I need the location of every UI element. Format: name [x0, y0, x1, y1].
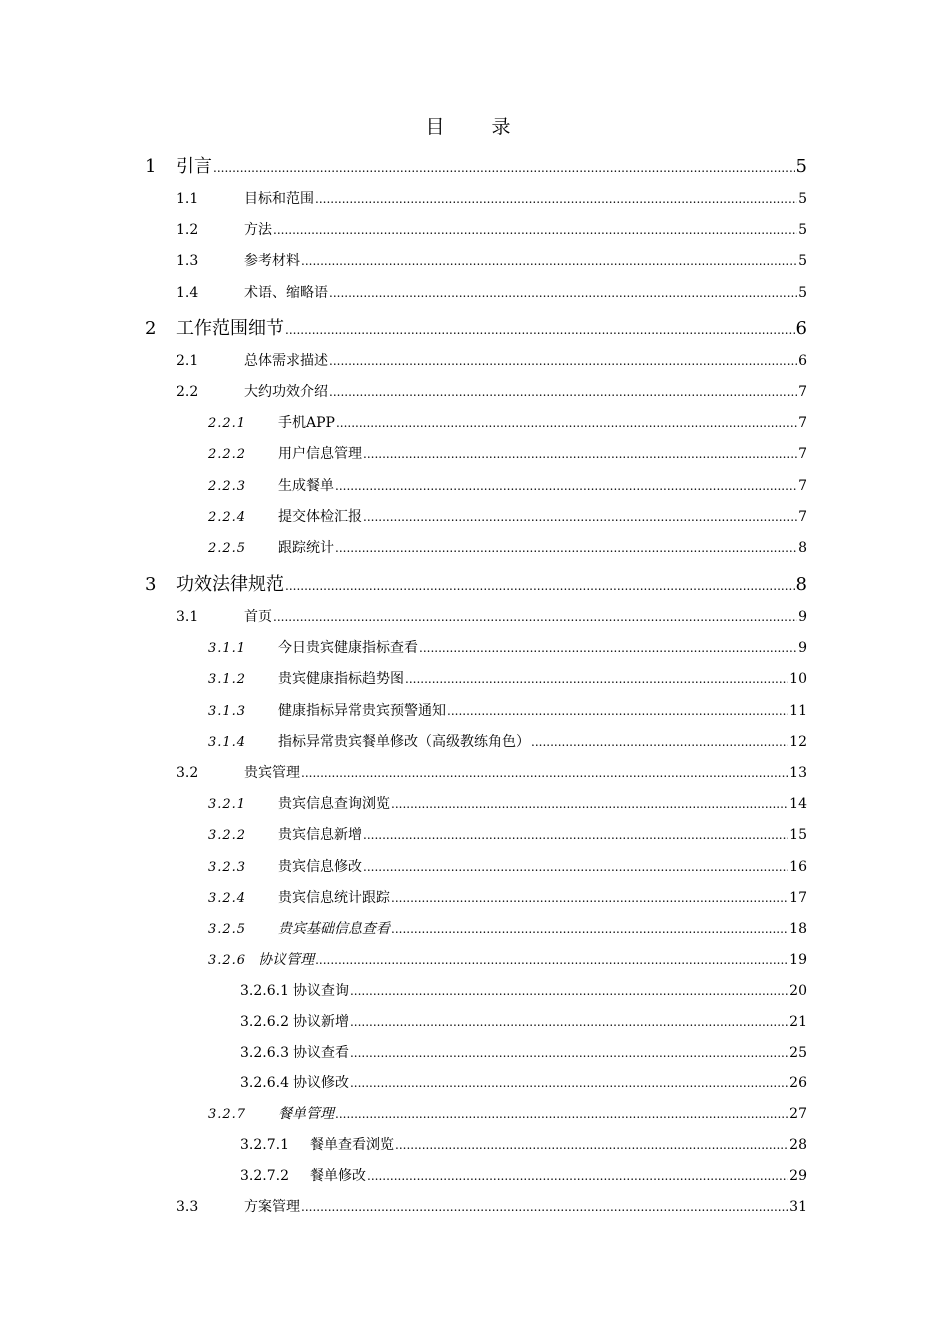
toc-entry[interactable] — [0, 918, 807, 938]
toc-entry[interactable] — [0, 314, 807, 340]
toc-leader-dots — [391, 891, 788, 905]
toc-entry-number: 2.1 — [176, 353, 199, 369]
toc-leader-dots — [336, 416, 797, 430]
toc-entry-title: 贵宾健康指标趋势图 — [278, 671, 404, 687]
toc-entry[interactable] — [0, 506, 807, 526]
toc-entry-number: 3.2.1 — [208, 797, 247, 812]
toc-entry[interactable] — [0, 1072, 807, 1092]
toc-leader-dots — [329, 385, 797, 399]
toc-entry-title: 首页 — [244, 609, 272, 625]
toc-entry-page: 8 — [795, 574, 807, 595]
toc-entry-number: 2.2.1 — [208, 416, 247, 431]
toc-entry[interactable] — [0, 443, 807, 463]
toc-entry-page: 11 — [789, 703, 807, 719]
toc-entry[interactable] — [0, 980, 807, 1000]
toc-entry-number: 3.2 — [176, 765, 199, 781]
toc-entry-number: 3.2.6.2 — [240, 1014, 289, 1030]
toc-leader-dots — [285, 579, 795, 593]
toc-entry-title: 手机APP — [278, 415, 335, 431]
toc-entry-number: 2.2.5 — [208, 541, 247, 556]
toc-entry-title: 方案管理 — [244, 1199, 300, 1215]
toc-leader-dots — [301, 1200, 788, 1214]
toc-entry-number: 1.4 — [176, 285, 199, 301]
toc-entry-page: 5 — [798, 222, 807, 238]
toc-entry[interactable] — [0, 700, 807, 720]
toc-entry-page: 26 — [789, 1075, 807, 1091]
toc-entry-title: 贵宾基础信息查看 — [278, 921, 390, 937]
toc-entry-page: 28 — [789, 1137, 807, 1153]
toc-entry-number: 3.2.3 — [208, 860, 247, 875]
toc-entry-page: 5 — [798, 253, 807, 269]
toc-entry-title: 健康指标异常贵宾预警通知 — [278, 703, 446, 719]
toc-entry-number: 1.3 — [176, 253, 199, 269]
toc-entry[interactable] — [0, 152, 807, 178]
toc-entry-title: 用户信息管理 — [278, 446, 362, 462]
toc-entry-page: 18 — [789, 921, 807, 937]
toc-entry-number: 3.2.5 — [208, 922, 247, 937]
toc-title: 目 录 — [425, 116, 525, 138]
toc-entry-number: 3.2.6.1 — [240, 983, 289, 999]
toc-leader-dots — [350, 1015, 788, 1029]
toc-entry-page: 29 — [789, 1168, 807, 1184]
toc-entry-number: 3.2.2 — [208, 828, 247, 843]
toc-leader-dots — [391, 922, 788, 936]
toc-entry-page: 9 — [798, 640, 807, 656]
toc-entry-page: 7 — [798, 478, 807, 494]
toc-entry[interactable] — [0, 219, 807, 239]
toc-entry-title: 生成餐单 — [278, 478, 334, 494]
toc-entry-title: 贵宾信息统计跟踪 — [278, 890, 390, 906]
toc-entry-page: 5 — [798, 191, 807, 207]
toc-leader-dots — [315, 192, 797, 206]
toc-leader-dots — [329, 354, 797, 368]
toc-leader-dots — [329, 286, 797, 300]
toc-entry[interactable] — [0, 570, 807, 596]
toc-entry[interactable] — [0, 637, 807, 657]
toc-entry-title: 功效法律规范 — [176, 574, 284, 595]
toc-entry-page: 31 — [789, 1199, 807, 1215]
toc-entry-number: 3.3 — [176, 1199, 199, 1215]
toc-entry-number: 3.2.6.3 — [240, 1045, 289, 1061]
toc-entry-page: 7 — [798, 415, 807, 431]
toc-entry-page: 8 — [798, 540, 807, 556]
toc-leader-dots — [363, 510, 797, 524]
toc-entry-number: 3.1.4 — [208, 735, 247, 750]
toc-entry[interactable] — [0, 1165, 807, 1185]
toc-entry-number: 1 — [145, 156, 157, 177]
toc-entry[interactable] — [0, 949, 807, 969]
toc-entry-title: 贵宾管理 — [244, 765, 300, 781]
toc-leader-dots — [285, 323, 795, 337]
toc-entry-page: 20 — [789, 983, 807, 999]
toc-entry-number: 3.1.3 — [208, 704, 247, 719]
toc-entry-page: 5 — [795, 156, 807, 177]
toc-entry-title: 贵宾信息查询浏览 — [278, 796, 390, 812]
toc-entry-page: 7 — [798, 384, 807, 400]
toc-entry-page: 5 — [798, 285, 807, 301]
toc-entry[interactable] — [0, 1011, 807, 1031]
toc-entry-number: 3.1 — [176, 609, 199, 625]
toc-entry[interactable] — [0, 350, 807, 370]
toc-entry[interactable] — [0, 824, 807, 844]
toc-entry[interactable] — [0, 250, 807, 270]
toc-leader-dots — [367, 1169, 788, 1183]
toc-leader-dots — [405, 672, 788, 686]
toc-entry-page: 7 — [798, 509, 807, 525]
toc-entry-title: 指标异常贵宾餐单修改（高级教练角色） — [278, 734, 530, 750]
toc-leader-dots — [301, 766, 788, 780]
toc-entry[interactable] — [0, 475, 807, 495]
toc-entry-page: 13 — [789, 765, 807, 781]
toc-entry-title: 餐单管理 — [278, 1106, 334, 1122]
toc-leader-dots — [335, 541, 797, 555]
toc-leader-dots — [363, 447, 797, 461]
toc-entry[interactable] — [0, 856, 807, 876]
toc-entry-title: 今日贵宾健康指标查看 — [278, 640, 418, 656]
toc-leader-dots — [273, 610, 797, 624]
toc-entry[interactable] — [0, 381, 807, 401]
toc-entry-page: 10 — [789, 671, 807, 687]
toc-entry-number: 3.1.1 — [208, 641, 247, 656]
toc-entry[interactable] — [0, 1134, 807, 1154]
toc-entry-number: 3.2.7.1 — [240, 1137, 289, 1153]
toc-entry-page: 14 — [789, 796, 807, 812]
toc-leader-dots — [335, 1107, 788, 1121]
toc-entry-number: 1.1 — [176, 191, 199, 207]
toc-entry-title: 餐单查看浏览 — [310, 1137, 394, 1153]
toc-entry[interactable] — [0, 188, 807, 208]
toc-entry-title: 餐单修改 — [310, 1168, 366, 1184]
toc-leader-dots — [363, 860, 788, 874]
toc-leader-dots — [395, 1138, 788, 1152]
toc-entry-page: 19 — [789, 952, 807, 968]
toc-entry-title: 协议管理 — [258, 952, 315, 968]
toc-entry-page: 6 — [795, 318, 807, 339]
toc-entry-number: 2.2.4 — [208, 510, 247, 525]
toc-entry[interactable] — [0, 668, 807, 688]
toc-leader-dots — [419, 641, 797, 655]
toc-entry-number: 2 — [145, 318, 157, 339]
toc-entry[interactable] — [0, 887, 807, 907]
toc-leader-dots — [315, 953, 788, 967]
toc-leader-dots — [531, 735, 788, 749]
toc-leader-dots — [350, 984, 788, 998]
toc-entry-number: 3.2.7 — [208, 1107, 247, 1122]
toc-entry-title: 贵宾信息新增 — [278, 827, 362, 843]
toc-entry-title: 跟踪统计 — [278, 540, 334, 556]
toc-leader-dots — [447, 704, 788, 718]
toc-entry-title: 方法 — [244, 222, 272, 238]
toc-entry[interactable] — [0, 1042, 807, 1062]
toc-entry[interactable] — [0, 793, 807, 813]
toc-entry-title: 贵宾信息修改 — [278, 859, 362, 875]
toc-entry-number: 3.2.4 — [208, 891, 247, 906]
toc-entry-title: 大约功效介绍 — [244, 384, 328, 400]
toc-entry-title: 引言 — [176, 156, 212, 177]
toc-leader-dots — [363, 828, 788, 842]
toc-leader-dots — [213, 161, 795, 175]
toc-entry-page: 25 — [789, 1045, 807, 1061]
toc-entry-number: 2.2.2 — [208, 447, 247, 462]
toc-entry-page: 21 — [789, 1014, 807, 1030]
toc-entry-page: 27 — [789, 1106, 807, 1122]
toc-entry-number: 3.2.7.2 — [240, 1168, 289, 1184]
toc-leader-dots — [301, 254, 797, 268]
toc-entry-page: 12 — [789, 734, 807, 750]
toc-entry[interactable] — [0, 731, 807, 751]
toc-entry-title: 协议查看 — [292, 1045, 349, 1061]
toc-entry[interactable] — [0, 1196, 807, 1216]
toc-entry-title: 提交体检汇报 — [278, 509, 362, 525]
toc-entry-number: 3.2.6.4 — [240, 1075, 289, 1091]
toc-entry[interactable] — [0, 282, 807, 302]
toc-entry-number: 3.2.6 — [208, 953, 247, 968]
toc-leader-dots — [350, 1076, 788, 1090]
toc-entry[interactable] — [0, 537, 807, 557]
toc-entry-title: 总体需求描述 — [244, 353, 328, 369]
toc-entry-number: 1.2 — [176, 222, 199, 238]
toc-entry-title: 协议查询 — [292, 983, 349, 999]
toc-entry-number: 3.1.2 — [208, 672, 247, 687]
toc-entry-page: 6 — [798, 353, 807, 369]
toc-entry-title: 协议新增 — [292, 1014, 349, 1030]
toc-entry[interactable] — [0, 412, 807, 432]
toc-leader-dots — [273, 223, 797, 237]
toc-entry-title: 术语、缩略语 — [244, 285, 328, 301]
toc-entry[interactable] — [0, 1103, 807, 1123]
toc-entry-page: 7 — [798, 446, 807, 462]
toc-entry[interactable] — [0, 606, 807, 626]
toc-entry[interactable] — [0, 762, 807, 782]
toc-entry-page: 15 — [789, 827, 807, 843]
toc-entry-title: 参考材料 — [244, 253, 300, 269]
toc-entry-page: 17 — [789, 890, 807, 906]
toc-entry-title: 工作范围细节 — [176, 318, 284, 339]
toc-entry-title: 目标和范围 — [244, 191, 314, 207]
toc-leader-dots — [335, 479, 797, 493]
toc-entry-number: 2.2.3 — [208, 479, 247, 494]
toc-entry-page: 16 — [789, 859, 807, 875]
toc-entry-title: 协议修改 — [292, 1075, 349, 1091]
toc-leader-dots — [391, 797, 788, 811]
toc-leader-dots — [350, 1046, 788, 1060]
toc-entry-number: 2.2 — [176, 384, 199, 400]
toc-entry-page: 9 — [798, 609, 807, 625]
toc-entry-number: 3 — [145, 574, 157, 595]
